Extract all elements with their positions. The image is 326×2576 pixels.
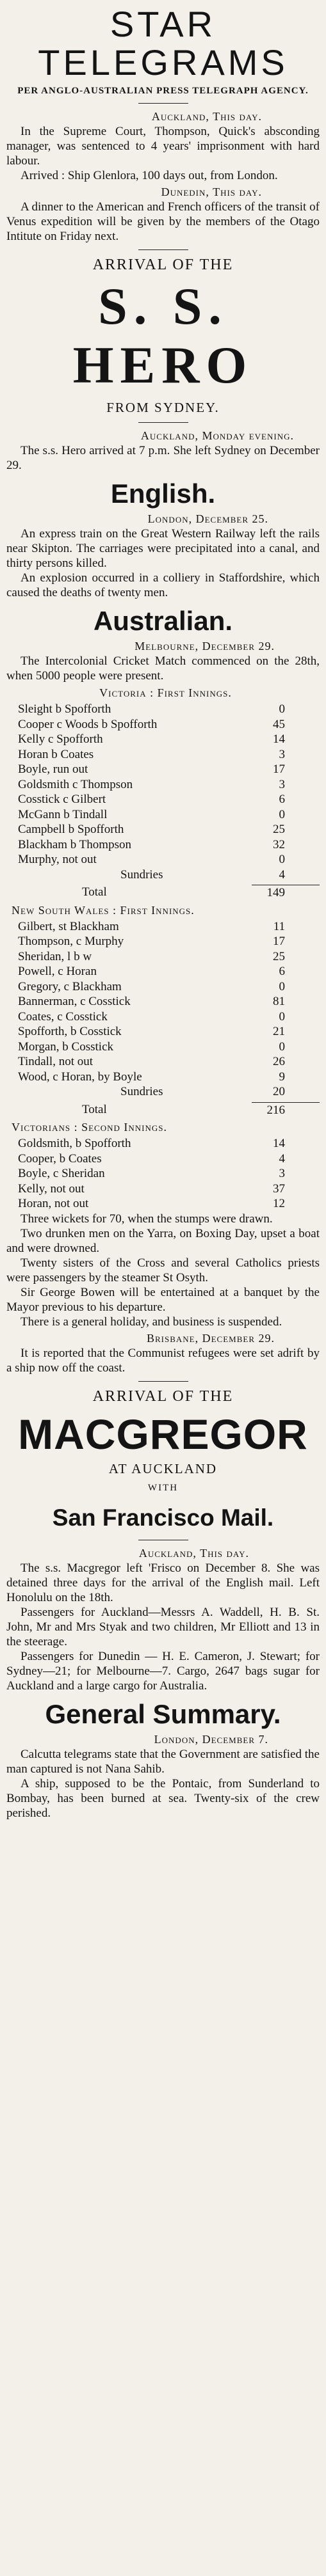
runs-value: 0 bbox=[279, 807, 285, 821]
score-row bbox=[6, 747, 320, 763]
sundries-value: 20 bbox=[273, 1085, 285, 1098]
total-value: 216 bbox=[252, 1102, 320, 1118]
batsman-name: Sheridan, l b w bbox=[18, 949, 92, 963]
paragraph: A dinner to the American and French officers of the transit of Venus expedition will be given by the members of the Otago Intitute on Friday next. bbox=[6, 200, 320, 243]
agency-line: PER ANGLO-AUSTRALIAN PRESS TELEGRAPH AGENCY. bbox=[17, 86, 309, 96]
runs-value: 17 bbox=[273, 935, 285, 948]
score-row bbox=[6, 1024, 320, 1039]
section-heading: English. bbox=[110, 478, 216, 509]
batsman-name: Morgan, b Cosstick bbox=[18, 1039, 114, 1054]
total-row bbox=[6, 885, 320, 901]
batsman-name: Horan, not out bbox=[18, 1197, 89, 1210]
score-table bbox=[6, 1136, 320, 1212]
paragraph: It is reported that the Communist refugees were set adrift by a ship now off the coast. bbox=[6, 1346, 320, 1375]
sundries-value: 4 bbox=[279, 867, 285, 881]
dateline: Auckland, This day. bbox=[151, 110, 262, 123]
ship-name-heading: S. S. HERO bbox=[72, 277, 254, 394]
paragraph: The s.s. Macgregor left 'Frisco on December 8. She was detained three days for the arrival of the English mail. Left Honolulu on the 18th. bbox=[6, 1561, 320, 1604]
score-row bbox=[6, 777, 320, 793]
batsman-name: Goldsmith, b Spofforth bbox=[18, 1137, 131, 1150]
sundries-label: Sundries bbox=[120, 867, 163, 881]
paragraph: The Intercolonial Cricket Match commenced on the 28th, when 5000 people were present. bbox=[6, 654, 320, 683]
paragraph: An explosion occurred in a colliery in Staffordshire, which caused the deaths of twenty men. bbox=[6, 571, 320, 599]
runs-value: 45 bbox=[273, 717, 285, 731]
runs-value: 25 bbox=[273, 949, 285, 963]
paragraph: In the Supreme Court, Thompson, Quick's absconding manager, was sentenced to 4 years' imprisonment with hard labour. bbox=[6, 125, 320, 168]
runs-value: 32 bbox=[273, 837, 285, 851]
runs-value: 3 bbox=[279, 1167, 285, 1180]
batsman-name: Kelly, not out bbox=[18, 1181, 85, 1196]
innings-heading: New South Wales : First Innings. bbox=[12, 903, 195, 917]
paragraph: Arrived : Ship Glenlora, 100 days out, from London. bbox=[20, 169, 278, 182]
innings-heading: Victoria : First Innings. bbox=[99, 686, 232, 699]
runs-value: 11 bbox=[273, 919, 285, 933]
paragraph: A ship, supposed to be the Pontaic, from Sunderland to Bombay, has been burned at sea. Twenty-six of the crew perished. bbox=[6, 1776, 320, 1820]
batsman-name: Kelly c Spofforth bbox=[18, 732, 103, 746]
paragraph: Passengers for Dunedin — H. E. Cameron, J. Stewart; for Sydney—21; for Melbourne—7. Cargo, 2647 bags sugar for Auckland and a large cargo for Australia. bbox=[6, 1649, 320, 1693]
runs-value: 6 bbox=[279, 793, 285, 806]
paragraph: Three wickets for 70, when the stumps were drawn. bbox=[20, 1212, 273, 1226]
section-heading: General Summary. bbox=[45, 1698, 281, 1729]
dateline: Auckland, Monday evening. bbox=[140, 429, 294, 442]
batsman-name: Thompson, c Murphy bbox=[18, 935, 124, 948]
score-row bbox=[6, 717, 320, 732]
batsman-name: Spofforth, b Cosstick bbox=[18, 1025, 122, 1038]
batsman-name: Cosstick c Gilbert bbox=[18, 793, 106, 806]
total-row bbox=[6, 1102, 320, 1118]
score-table bbox=[6, 919, 320, 1085]
ship-name-heading: MACGREGOR bbox=[18, 1410, 308, 1458]
score-row bbox=[6, 792, 320, 807]
paragraph: Sir George Bowen will be entertained at a banquet by the Mayor previous to his departure. bbox=[6, 1285, 320, 1314]
from-line: FROM SYDNEY. bbox=[106, 400, 220, 415]
runs-value: 14 bbox=[273, 1137, 285, 1150]
batsman-name: Goldsmith c Thompson bbox=[18, 777, 133, 791]
batsman-name: Horan b Coates bbox=[18, 747, 94, 761]
masthead: STAR TELEGRAMS bbox=[38, 4, 288, 83]
score-row bbox=[6, 964, 320, 979]
batsman-name: Coates, c Cosstick bbox=[18, 1009, 108, 1023]
runs-value: 0 bbox=[279, 979, 285, 993]
score-row bbox=[6, 949, 320, 965]
runs-value: 12 bbox=[273, 1197, 285, 1210]
score-row bbox=[6, 1136, 320, 1151]
section-heading: Australian. bbox=[93, 606, 233, 636]
batsman-name: Wood, c Horan, by Boyle bbox=[18, 1070, 142, 1084]
divider bbox=[138, 103, 188, 104]
batsman-name: Boyle, c Sheridan bbox=[18, 1167, 105, 1180]
batsman-name: McGann b Tindall bbox=[18, 807, 108, 821]
score-row bbox=[6, 1039, 320, 1055]
batsman-name: Powell, c Horan bbox=[18, 965, 97, 978]
dateline: London, December 25. bbox=[147, 512, 268, 525]
score-row bbox=[6, 979, 320, 995]
batsman-name: Sleight b Spofforth bbox=[18, 702, 111, 716]
runs-value: 3 bbox=[279, 747, 285, 761]
score-row bbox=[6, 1054, 320, 1070]
dateline: Dunedin, This day. bbox=[161, 186, 262, 198]
score-row bbox=[6, 762, 320, 777]
score-row bbox=[6, 852, 320, 867]
at-auckland-line: AT AUCKLAND bbox=[108, 1460, 218, 1476]
score-row bbox=[6, 822, 320, 837]
dateline: Melbourne, December 29. bbox=[134, 640, 275, 652]
score-row bbox=[6, 1151, 320, 1167]
score-row bbox=[6, 702, 320, 717]
total-label: Total bbox=[82, 885, 107, 899]
runs-value: 3 bbox=[279, 777, 285, 791]
score-row bbox=[6, 1009, 320, 1025]
summary-section bbox=[6, 1698, 320, 1821]
score-row bbox=[6, 1166, 320, 1181]
score-row bbox=[6, 807, 320, 823]
english-section bbox=[6, 478, 320, 600]
mail-heading: San Francisco Mail. bbox=[52, 1504, 274, 1531]
score-row bbox=[6, 1181, 320, 1197]
sundries-label: Sundries bbox=[120, 1085, 163, 1098]
runs-value: 0 bbox=[279, 702, 285, 716]
arrival-heading: ARRIVAL OF THE bbox=[92, 257, 234, 273]
sundries-row bbox=[6, 867, 320, 883]
runs-value: 0 bbox=[279, 1039, 285, 1054]
paragraph: Two drunken men on the Yarra, on Boxing Day, upset a boat and were drowned. bbox=[6, 1226, 320, 1255]
runs-value: 25 bbox=[273, 823, 285, 836]
batsman-name: Bannerman, c Cosstick bbox=[18, 995, 131, 1008]
score-row bbox=[6, 934, 320, 949]
total-value: 149 bbox=[252, 885, 320, 901]
score-table bbox=[6, 702, 320, 867]
divider bbox=[138, 1381, 188, 1382]
macgregor-section bbox=[6, 1387, 320, 1693]
arrival-heading: ARRIVAL OF THE bbox=[92, 1387, 234, 1405]
newspaper-column bbox=[0, 5, 326, 1821]
dateline: Brisbane, December 29. bbox=[146, 1331, 275, 1345]
victoria-first-innings bbox=[6, 685, 320, 901]
divider bbox=[138, 249, 188, 250]
batsman-name: Cooper c Woods b Spofforth bbox=[18, 717, 158, 731]
batsman-name: Murphy, not out bbox=[18, 853, 97, 866]
runs-value: 14 bbox=[273, 732, 285, 746]
innings-heading: Victorians : Second Innings. bbox=[12, 1121, 167, 1134]
runs-value: 4 bbox=[279, 1151, 285, 1166]
runs-value: 0 bbox=[279, 1009, 285, 1023]
runs-value: 81 bbox=[273, 995, 285, 1008]
paragraph: Twenty sisters of the Cross and several Catholics priests were passengers by the steamer St Osyth. bbox=[6, 1256, 320, 1284]
total-label: Total bbox=[82, 1102, 107, 1116]
divider bbox=[138, 422, 188, 423]
batsman-name: Tindall, not out bbox=[18, 1055, 94, 1068]
score-row bbox=[6, 732, 320, 747]
hero-section bbox=[6, 255, 320, 473]
australian-section bbox=[6, 605, 320, 1375]
paragraph: Passengers for Auckland—Messrs A. Waddell, H. B. St. John, Mr and Mrs Styak and two children, Mr Elliott and 13 in the steerage. bbox=[6, 1605, 320, 1648]
batsman-name: Campbell b Spofforth bbox=[18, 823, 124, 836]
dateline: Auckland, This day. bbox=[138, 1546, 249, 1560]
runs-value: 21 bbox=[273, 1025, 285, 1038]
runs-value: 26 bbox=[273, 1055, 285, 1068]
batsman-name: Gregory, c Blackham bbox=[18, 979, 122, 993]
with-line: WITH bbox=[147, 1482, 179, 1493]
runs-value: 0 bbox=[279, 853, 285, 866]
batsman-name: Cooper, b Coates bbox=[18, 1151, 102, 1166]
paragraph: Calcutta telegrams state that the Government are satisfied the man captured is not Nana Sahib. bbox=[6, 1747, 320, 1776]
batsman-name: Boyle, run out bbox=[18, 763, 88, 776]
runs-value: 9 bbox=[279, 1070, 285, 1084]
score-row bbox=[6, 919, 320, 935]
runs-value: 6 bbox=[279, 965, 285, 978]
victoria-second-innings bbox=[6, 1119, 320, 1212]
score-row bbox=[6, 994, 320, 1009]
paragraph: An express train on the Great Western Railway left the rails near Skipton. The carriages were precipitated into a canal, and thirty persons killed. bbox=[6, 527, 320, 570]
dateline: London, December 7. bbox=[154, 1732, 268, 1746]
runs-value: 17 bbox=[273, 763, 285, 776]
paragraph: The s.s. Hero arrived at 7 p.m. She left Sydney on December 29. bbox=[6, 444, 320, 472]
score-row bbox=[6, 837, 320, 853]
paragraph: There is a general holiday, and business is suspended. bbox=[20, 1315, 282, 1329]
intro-section bbox=[6, 109, 320, 244]
nsw-first-innings bbox=[6, 903, 320, 1118]
batsman-name: Gilbert, st Blackham bbox=[18, 919, 119, 933]
score-row bbox=[6, 1070, 320, 1085]
sundries-row bbox=[6, 1084, 320, 1100]
runs-value: 37 bbox=[273, 1181, 285, 1196]
batsman-name: Blackham b Thompson bbox=[18, 837, 131, 851]
score-row bbox=[6, 1196, 320, 1212]
